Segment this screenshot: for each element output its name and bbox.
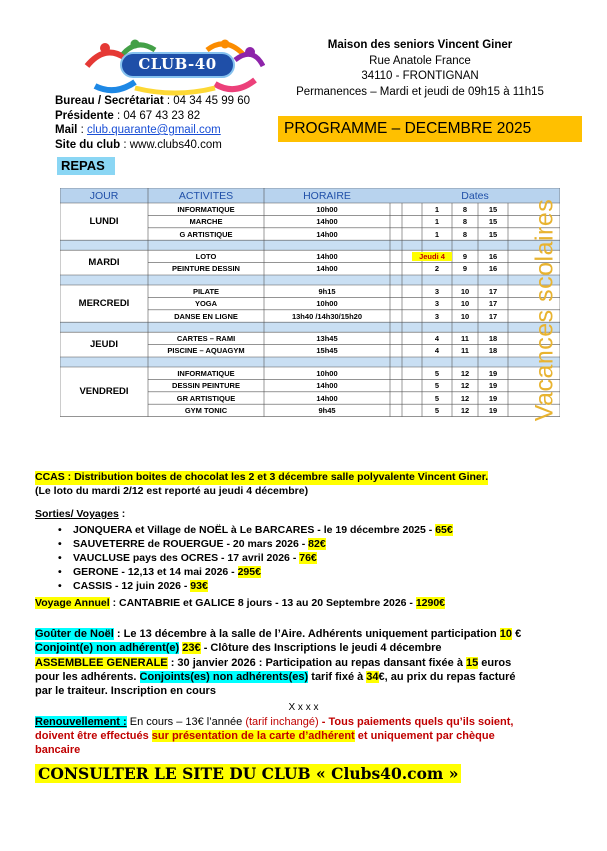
gouter-cloture: - Clôture des Inscriptions le jeudi 4 décembre bbox=[200, 642, 442, 654]
time-cell: 10h00 bbox=[316, 368, 338, 378]
gouter-euro: € bbox=[512, 628, 522, 640]
trip-price: 295€ bbox=[237, 566, 261, 578]
time-cell: 10h00 bbox=[316, 299, 338, 309]
date-cell: 15 bbox=[488, 217, 498, 227]
assemblee-line2 bbox=[35, 671, 515, 685]
assemblee-conjoint-price: 34 bbox=[366, 671, 379, 683]
gouter-text: : Le 13 décembre à la salle de l’Aire. Adhérents uniquement participation bbox=[113, 628, 500, 640]
date-cell: 2 bbox=[434, 264, 440, 274]
day-cell-mercredi: MERCREDI bbox=[78, 297, 130, 309]
trips-list bbox=[58, 523, 453, 593]
date-cell: 19 bbox=[488, 393, 498, 403]
vacances-scolaires-banner bbox=[528, 198, 562, 422]
assemblee-tarif: tarif fixé à bbox=[308, 671, 367, 683]
time-cell: 9h45 bbox=[318, 406, 336, 415]
table-separator-band bbox=[60, 275, 560, 285]
footer-site-link[interactable]: CONSULTER LE SITE DU CLUB « Clubs40.com » bbox=[35, 764, 461, 783]
programme-title: PROGRAMME – DECEMBRE 2025 bbox=[278, 116, 582, 142]
gouter-price: 10 bbox=[499, 628, 513, 640]
site-label: Site du club bbox=[55, 138, 121, 151]
date-cell: 16 bbox=[488, 252, 498, 261]
date-cell: 5 bbox=[434, 393, 440, 403]
mail-link[interactable]: club.quarante@gmail.com bbox=[86, 124, 221, 136]
day-cell-mardi: MARDI bbox=[88, 256, 120, 268]
time-cell: 14h00 bbox=[316, 393, 338, 403]
assemblee-adherents: pour les adhérents. bbox=[35, 671, 140, 683]
activity-cell: LOTO bbox=[195, 252, 217, 261]
day-cell-jeudi: JEUDI bbox=[90, 338, 118, 350]
date-cell: 17 bbox=[488, 286, 498, 296]
renouvellement-line1 bbox=[35, 716, 513, 730]
trip-text: GERONE - 12,13 et 14 mai 2026 - bbox=[73, 566, 238, 578]
trip-item bbox=[58, 523, 453, 537]
assemblee-conjoints: Conjoints(es) non adhérents(es) bbox=[139, 671, 309, 683]
time-cell: 13h40 /14h30/15h20 bbox=[291, 311, 363, 321]
trip-price: 76€ bbox=[299, 552, 317, 564]
address-block bbox=[285, 38, 555, 100]
date-cell: 3 bbox=[434, 299, 440, 309]
sorties-title-text: Sorties/ Voyages bbox=[35, 508, 119, 520]
date-cell: 19 bbox=[488, 368, 498, 378]
trip-item bbox=[58, 537, 453, 551]
address-name: Maison des seniors Vincent Giner bbox=[327, 39, 513, 51]
renouvellement-line3: bancaire bbox=[35, 744, 81, 756]
time-cell: 14h00 bbox=[316, 229, 338, 239]
voyage-annuel-price: 1290€ bbox=[415, 597, 446, 609]
trip-price: 82€ bbox=[308, 538, 326, 550]
time-cell: 14h00 bbox=[316, 217, 338, 227]
activity-cell: GYM TONIC bbox=[184, 406, 228, 415]
table-separator-band bbox=[60, 357, 560, 367]
time-cell: 14h00 bbox=[316, 381, 338, 391]
trip-text: JONQUERA et Village de NOËL à Le BARCARES - le 19 décembre 2025 - bbox=[73, 524, 436, 536]
time-cell: 14h00 bbox=[316, 252, 338, 261]
presidente-label: Présidente bbox=[55, 109, 114, 122]
time-cell: 9h15 bbox=[318, 286, 336, 296]
date-cell: 15 bbox=[488, 204, 498, 214]
date-cell: 17 bbox=[488, 299, 498, 309]
mail-sep: : bbox=[77, 124, 87, 136]
date-cell: 1 bbox=[434, 217, 440, 227]
separator: X x x x bbox=[288, 702, 319, 713]
voyage-annuel bbox=[35, 597, 445, 611]
activity-cell: INFORMATIQUE bbox=[177, 368, 235, 378]
time-cell: 10h00 bbox=[316, 204, 338, 214]
date-cell: 4 bbox=[434, 346, 440, 356]
header-dates: Dates bbox=[461, 190, 489, 202]
date-cell: 9 bbox=[462, 264, 468, 274]
time-cell: 15h45 bbox=[316, 346, 338, 356]
date-cell: 10 bbox=[460, 311, 470, 321]
address-city: 34110 - FRONTIGNAN bbox=[361, 70, 479, 82]
header-activites: ACTIVITES bbox=[178, 190, 234, 202]
activity-cell: DESSIN PEINTURE bbox=[172, 381, 240, 391]
gouter-label: Goûter de Noël bbox=[35, 628, 114, 640]
activity-cell: G ARTISTIQUE bbox=[179, 229, 233, 239]
assemblee-text: : 30 janvier 2026 : Participation au repas dansant fixée à bbox=[167, 657, 466, 669]
activity-cell: CARTES – RAMI bbox=[176, 334, 236, 343]
date-cell: 1 bbox=[434, 204, 440, 214]
address-street: Rue Anatole France bbox=[369, 54, 471, 67]
date-cell: 19 bbox=[488, 381, 498, 391]
repas-label: REPAS bbox=[57, 157, 115, 175]
ccas-line2: (Le loto du mardi 2/12 est reporté au jeudi 4 décembre) bbox=[35, 485, 309, 497]
date-cell: 3 bbox=[434, 311, 440, 321]
time-cell: 14h00 bbox=[316, 264, 338, 274]
gouter-conjoint-price: 23€ bbox=[182, 642, 201, 654]
site-value: : www.clubs40.com bbox=[120, 138, 222, 151]
schedule-table bbox=[60, 188, 560, 445]
trip-price: 93€ bbox=[190, 580, 208, 592]
trip-text: SAUVETERRE de ROUERGUE - 20 mars 2026 - bbox=[73, 538, 309, 550]
date-cell: 16 bbox=[488, 264, 498, 274]
renouvellement-label: Renouvellement : bbox=[35, 716, 127, 728]
date-cell: 5 bbox=[434, 381, 440, 391]
bureau-label: Bureau / Secrétariat bbox=[55, 95, 164, 107]
gouter-conjoint: Conjoint(e) non adhérent(e) bbox=[35, 642, 180, 654]
vacances-text: Vacances scolaires bbox=[530, 198, 559, 422]
date-cell: 12 bbox=[460, 406, 470, 415]
date-cell: 10 bbox=[460, 286, 470, 296]
mail-label: Mail bbox=[55, 124, 78, 136]
renouvellement-cours: En cours – 13€ l’année bbox=[126, 716, 246, 728]
header-jour: JOUR bbox=[89, 190, 119, 202]
date-cell: 1 bbox=[434, 229, 440, 239]
table-separator-band bbox=[60, 322, 560, 332]
date-cell: 15 bbox=[488, 229, 498, 239]
activity-cell: PISCINE – AQUAGYM bbox=[167, 346, 245, 356]
gouter-line2 bbox=[35, 642, 441, 656]
date-cell: 9 bbox=[462, 252, 468, 261]
sorties-title-suffix: : bbox=[118, 508, 126, 520]
activity-cell: MARCHE bbox=[189, 217, 223, 227]
date-cell: Jeudi 4 bbox=[412, 252, 452, 261]
activity-cell: YOGA bbox=[194, 299, 218, 309]
assemblee-label: ASSEMBLEE GENERALE bbox=[35, 657, 168, 669]
assemblee-line1 bbox=[35, 657, 511, 671]
renouvellement-paiements: - Tous paiements quels qu’ils soient, bbox=[318, 716, 514, 728]
date-cell: 5 bbox=[434, 406, 440, 415]
activity-cell: PEINTURE DESSIN bbox=[172, 264, 240, 274]
trip-item bbox=[58, 565, 453, 579]
activity-cell: INFORMATIQUE bbox=[177, 204, 235, 214]
date-cell: 3 bbox=[434, 286, 440, 296]
trip-item bbox=[58, 551, 453, 565]
activity-cell: PILATE bbox=[192, 286, 220, 296]
address-hours: Permanences – Mardi et jeudi de 09h15 à 11h15 bbox=[296, 85, 544, 98]
renouvellement-cheque: et uniquement par chèque bbox=[354, 730, 495, 742]
voyage-annuel-text: : CANTABRIE et GALICE 8 jours - 13 au 20 Septembre 2026 - bbox=[109, 597, 416, 609]
date-cell: 8 bbox=[462, 217, 468, 227]
date-cell: 17 bbox=[488, 311, 498, 321]
contacts-block bbox=[55, 94, 250, 152]
date-cell: 12 bbox=[460, 368, 470, 378]
renouvellement-carte: sur présentation de la carte d’adhérent bbox=[151, 730, 355, 742]
voyage-annuel-label: Voyage Annuel bbox=[35, 597, 110, 609]
ccas-line1: CCAS : Distribution boites de chocolat les 2 et 3 décembre salle polyvalente Vincent Giner. bbox=[35, 471, 489, 483]
renouvellement-line2 bbox=[35, 730, 495, 744]
time-cell: 13h45 bbox=[316, 334, 338, 343]
date-cell: 18 bbox=[488, 346, 498, 356]
date-cell: 10 bbox=[460, 299, 470, 309]
date-cell: 8 bbox=[462, 204, 468, 214]
date-cell: 18 bbox=[488, 334, 498, 343]
assemblee-prix: €, au prix du repas facturé bbox=[378, 671, 516, 683]
gouter-line1 bbox=[35, 628, 521, 642]
trip-text: VAUCLUSE pays des OCRES - 17 avril 2026 - bbox=[73, 552, 300, 564]
date-cell: 8 bbox=[462, 229, 468, 239]
date-cell: 4 bbox=[434, 334, 440, 343]
trip-text: CASSIS - 12 juin 2026 - bbox=[73, 580, 191, 592]
assemblee-euros: euros bbox=[478, 657, 512, 669]
renouvellement-tarif: (tarif inchangé) bbox=[245, 716, 319, 728]
table-separator-band bbox=[60, 240, 560, 250]
bureau-value: : 04 34 45 99 60 bbox=[163, 95, 250, 107]
trip-item bbox=[58, 579, 453, 593]
day-cell-vendredi: VENDREDI bbox=[79, 385, 129, 397]
assemblee-price: 15 bbox=[466, 657, 479, 669]
renouvellement-effectues: doivent être effectués bbox=[35, 730, 152, 742]
logo-text: CLUB-40 bbox=[138, 55, 217, 73]
sorties-title bbox=[35, 508, 125, 522]
date-cell: 12 bbox=[460, 393, 470, 403]
date-cell: 12 bbox=[460, 381, 470, 391]
activity-cell: DANSE EN LIGNE bbox=[174, 311, 238, 321]
club-logo bbox=[75, 36, 265, 98]
day-cell-lundi: LUNDI bbox=[89, 215, 119, 227]
date-cell: 5 bbox=[434, 368, 440, 378]
header-horaire: HORAIRE bbox=[303, 190, 351, 202]
assemblee-line3: par le traiteur. Inscription en cours bbox=[35, 685, 216, 697]
date-cell: 11 bbox=[461, 334, 469, 343]
presidente-value: : 04 67 43 23 82 bbox=[113, 109, 201, 122]
trip-price: 65€ bbox=[435, 524, 453, 536]
date-cell: 19 bbox=[488, 406, 498, 415]
activity-cell: GR ARTISTIQUE bbox=[176, 393, 236, 403]
date-cell: 11 bbox=[461, 346, 469, 356]
